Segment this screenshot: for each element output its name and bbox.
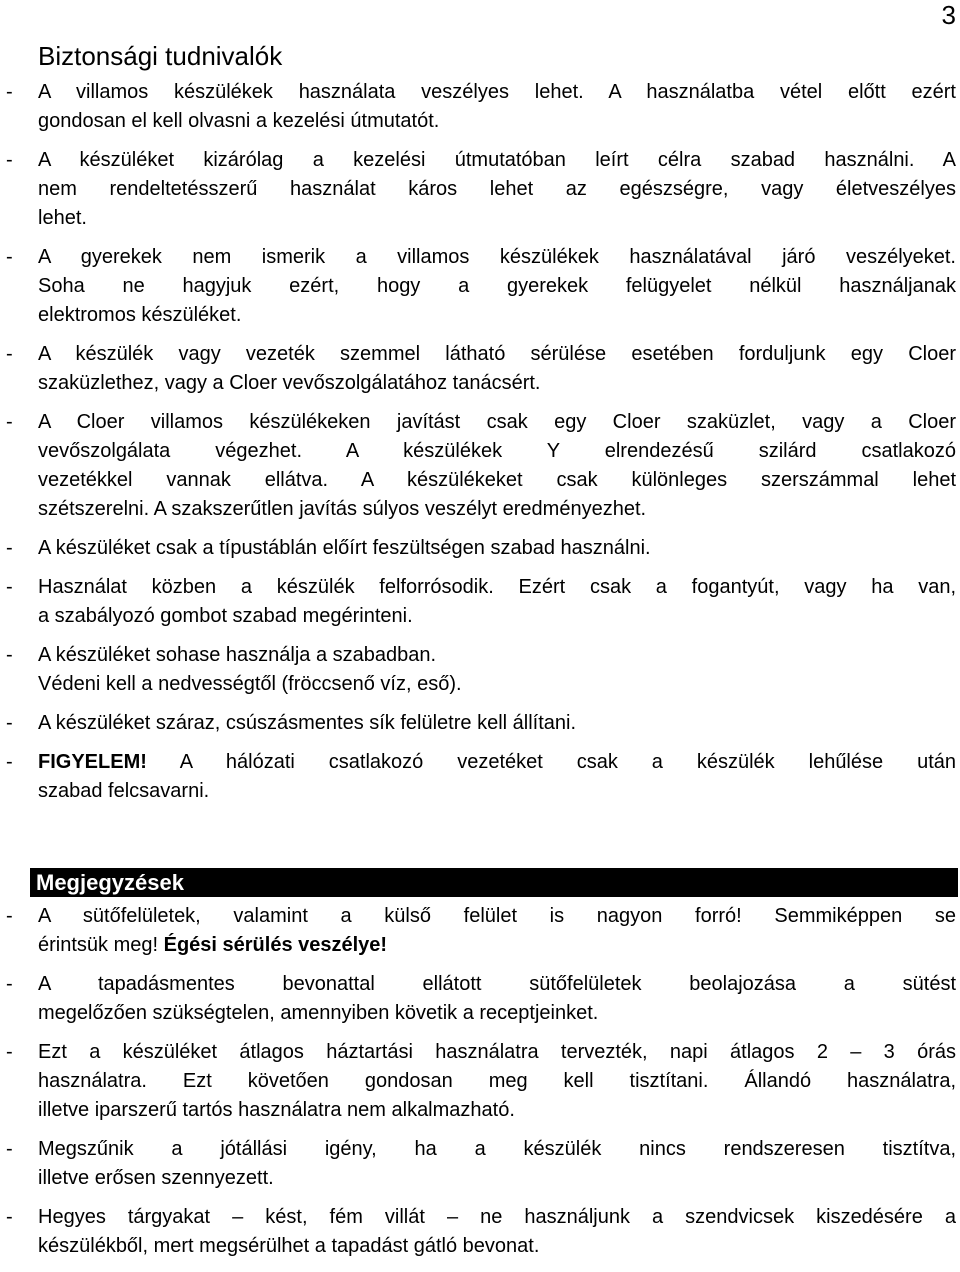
bullet-dash: -	[6, 81, 13, 103]
notes-item-line: Hegyes tárgyakat – kést, fém villát – ne használjunk a szendvicsek kiszedésére a	[38, 1206, 956, 1228]
notes-item	[0, 970, 956, 1028]
safety-item	[0, 146, 956, 233]
bullet-dash: -	[6, 751, 13, 773]
safety-item-line: Használat közben a készülék felforrósodik. Ezért csak a fogantyút, vagy ha van,	[38, 576, 956, 598]
notes-item	[0, 1203, 956, 1261]
burn-warning: Égési sérülés veszélye!	[163, 934, 388, 956]
safety-item-line: A készüléket sohase használja a szabadban.	[38, 644, 437, 666]
notes-list	[0, 902, 956, 1271]
bullet-dash: -	[6, 149, 13, 171]
section-title: Biztonsági tudnivalók	[38, 41, 283, 71]
notes-item-line: megelőzően szükségtelen, amennyiben követik a receptjeinket.	[38, 1002, 599, 1024]
notes-heading: Megjegyzések	[30, 868, 958, 897]
warning-item	[0, 748, 956, 806]
notes-item-line: illetve erősen szennyezett.	[38, 1167, 274, 1189]
safety-item-line: Soha ne hagyjuk ezért, hogy a gyerekek felügyelet nélkül használjanak	[38, 275, 956, 297]
notes-item-line: A tapadásmentes bevonattal ellátott sütőfelületek beolajozása a sütést	[38, 973, 956, 995]
safety-item-line: A készüléket csak a típustáblán előírt feszültségen szabad használni.	[38, 537, 651, 559]
safety-item-line: elektromos készüléket.	[38, 304, 242, 326]
notes-item-line: készülékből, mert megsérülhet a tapadást gátló bevonat.	[38, 1235, 540, 1257]
page-number: 3	[941, 0, 956, 30]
safety-item-line: A készüléket száraz, csúszásmentes sík felületre kell állítani.	[38, 712, 577, 734]
bullet-dash: -	[6, 246, 13, 268]
warning-line-2: szabad felcsavarni.	[38, 780, 210, 802]
safety-item	[0, 243, 956, 330]
notes-item-line: Ezt a készüléket átlagos háztartási használatra tervezték, napi átlagos 2 – 3 órás	[38, 1041, 956, 1063]
safety-item-line: a szabályozó gombot szabad megérinteni.	[38, 605, 413, 627]
warning-text: A hálózati csatlakozó vezetéket csak a készülék lehűlése után	[146, 751, 956, 773]
safety-item-line: vezetékkel vannak ellátva. A készülékeket csak különleges szerszámmal lehet	[38, 469, 956, 491]
safety-item-line: Védeni kell a nedvességtől (fröccsenő víz, eső).	[38, 673, 462, 695]
safety-item-line: A készüléket kizárólag a kezelési útmutatóban leírt célra szabad használni. A	[38, 149, 956, 171]
safety-item-line: vevőszolgálata végezhet. A készülékek Y elrendezésű szilárd csatlakozó	[38, 440, 956, 462]
note-text: érintsük meg!	[38, 934, 164, 956]
safety-list	[0, 78, 956, 816]
notes-item	[0, 1135, 956, 1193]
bullet-dash: -	[6, 1041, 13, 1063]
bullet-dash: -	[6, 712, 13, 734]
safety-item-line: gondosan el kell olvasni a kezelési útmutatót.	[38, 110, 440, 132]
notes-item-line: használatra. Ezt követően gondosan meg kell tisztítani. Állandó használatra,	[38, 1070, 956, 1092]
safety-item	[0, 641, 956, 699]
bullet-dash: -	[6, 973, 13, 995]
safety-item-line: szétszerelni. A szakszerűtlen javítás súlyos veszélyt eredményezhet.	[38, 498, 647, 520]
bullet-dash: -	[6, 644, 13, 666]
bullet-dash: -	[6, 1206, 13, 1228]
bullet-dash: -	[6, 411, 13, 433]
note-item-hot-surface	[0, 902, 956, 960]
bullet-dash: -	[6, 905, 13, 927]
warning-line-1	[38, 748, 956, 777]
safety-item-line: A készülék vagy vezeték szemmel látható sérülése esetében forduljunk egy Cloer	[38, 343, 956, 365]
safety-item-line: A gyerekek nem ismerik a villamos készülékek használatával járó veszélyeket.	[38, 246, 956, 268]
bullet-dash: -	[6, 1138, 13, 1160]
safety-item	[0, 709, 956, 738]
safety-item	[0, 408, 956, 524]
notes-item	[0, 1038, 956, 1125]
bullet-dash: -	[6, 537, 13, 559]
safety-item-line: szaküzlethez, vagy a Cloer vevőszolgálatához tanácsért.	[38, 372, 541, 394]
safety-item-line: A villamos készülékek használata veszélyes lehet. A használatba vétel előtt ezért	[38, 81, 956, 103]
safety-item	[0, 340, 956, 398]
bullet-dash: -	[6, 343, 13, 365]
safety-item-line: A Cloer villamos készülékeken javítást csak egy Cloer szaküzlet, vagy a Cloer	[38, 411, 956, 433]
safety-item	[0, 573, 956, 631]
notes-item-line: illetve iparszerű tartós használatra nem alkalmazható.	[38, 1099, 515, 1121]
safety-item	[0, 534, 956, 563]
safety-item-line: lehet.	[38, 207, 87, 229]
note-line-1: A sütőfelületek, valamint a külső felület is nagyon forró! Semmiképpen se	[38, 905, 956, 927]
safety-item-line: nem rendeltetésszerű használat káros lehet az egészségre, vagy életveszélyes	[38, 178, 956, 200]
safety-item	[0, 78, 956, 136]
bullet-dash: -	[6, 576, 13, 598]
notes-item-line: Megszűnik a jótállási igény, ha a készülék nincs rendszeresen tisztítva,	[38, 1138, 956, 1160]
note-line-2	[38, 931, 956, 960]
warning-label: FIGYELEM!	[38, 751, 147, 773]
